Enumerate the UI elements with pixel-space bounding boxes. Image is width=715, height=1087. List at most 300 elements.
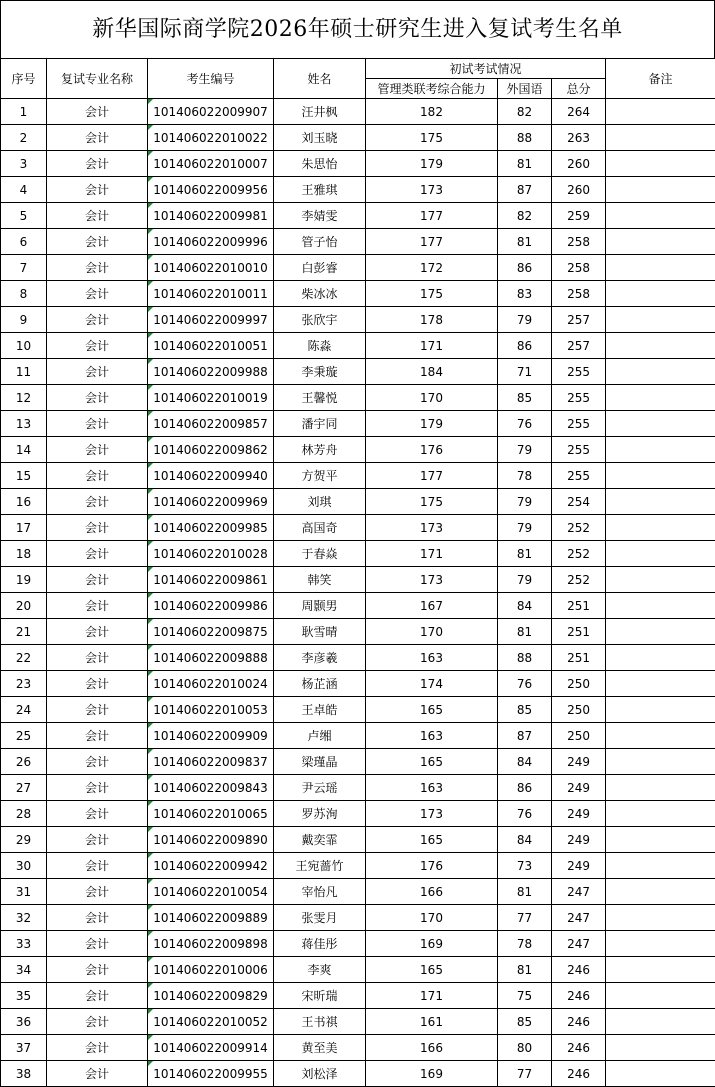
table-row	[1, 957, 715, 983]
cell-mgmt-score: 173	[366, 515, 498, 541]
cell-candidate-id: 101406022009889	[148, 905, 274, 931]
cell-remark	[606, 229, 715, 255]
cell-major: 会计	[47, 411, 148, 437]
cell-total-score: 246	[552, 983, 606, 1009]
cell-candidate-id: 101406022010065	[148, 801, 274, 827]
cell-mgmt-score: 163	[366, 723, 498, 749]
cell-remark	[606, 567, 715, 593]
cell-name: 黄至美	[274, 1035, 366, 1061]
cell-remark	[606, 593, 715, 619]
cell-major: 会计	[47, 125, 148, 151]
cell-name: 王书祺	[274, 1009, 366, 1035]
cell-major: 会计	[47, 671, 148, 697]
cell-name: 戴奕霏	[274, 827, 366, 853]
cell-seq: 35	[1, 983, 47, 1009]
cell-seq: 32	[1, 905, 47, 931]
cell-foreign-score: 81	[498, 879, 552, 905]
cell-name: 梁瑾晶	[274, 749, 366, 775]
cell-remark	[606, 333, 715, 359]
cell-foreign-score: 85	[498, 1009, 552, 1035]
cell-major: 会计	[47, 307, 148, 333]
cell-seq: 6	[1, 229, 47, 255]
cell-mgmt-score: 177	[366, 229, 498, 255]
cell-name: 尹云瑶	[274, 775, 366, 801]
table-row	[1, 853, 715, 879]
cell-foreign-score: 83	[498, 281, 552, 307]
cell-remark	[606, 1035, 715, 1061]
cell-mgmt-score: 163	[366, 645, 498, 671]
cell-foreign-score: 81	[498, 229, 552, 255]
cell-candidate-id: 101406022010024	[148, 671, 274, 697]
cell-seq: 10	[1, 333, 47, 359]
header-mgmt-score: 管理类联考综合能力	[366, 79, 498, 99]
cell-major: 会计	[47, 697, 148, 723]
cell-name: 林芳舟	[274, 437, 366, 463]
cell-total-score: 247	[552, 931, 606, 957]
cell-candidate-id: 101406022009940	[148, 463, 274, 489]
cell-foreign-score: 76	[498, 801, 552, 827]
cell-remark	[606, 671, 715, 697]
cell-remark	[606, 749, 715, 775]
cell-remark	[606, 775, 715, 801]
cell-total-score: 249	[552, 853, 606, 879]
header-foreign-score: 外国语	[498, 79, 552, 99]
cell-total-score: 260	[552, 151, 606, 177]
cell-major: 会计	[47, 775, 148, 801]
cell-candidate-id: 101406022009969	[148, 489, 274, 515]
cell-major: 会计	[47, 567, 148, 593]
cell-seq: 31	[1, 879, 47, 905]
cell-remark	[606, 905, 715, 931]
cell-candidate-id: 101406022009997	[148, 307, 274, 333]
cell-foreign-score: 71	[498, 359, 552, 385]
cell-name: 汪井枫	[274, 99, 366, 125]
cell-remark	[606, 931, 715, 957]
cell-foreign-score: 80	[498, 1035, 552, 1061]
cell-remark	[606, 619, 715, 645]
cell-mgmt-score: 166	[366, 1035, 498, 1061]
cell-candidate-id: 101406022010011	[148, 281, 274, 307]
cell-foreign-score: 78	[498, 463, 552, 489]
cell-name: 韩笑	[274, 567, 366, 593]
table-row	[1, 671, 715, 697]
cell-mgmt-score: 175	[366, 125, 498, 151]
cell-remark	[606, 1061, 715, 1087]
cell-foreign-score: 84	[498, 749, 552, 775]
cell-foreign-score: 84	[498, 593, 552, 619]
cell-seq: 16	[1, 489, 47, 515]
table-row	[1, 749, 715, 775]
cell-foreign-score: 81	[498, 957, 552, 983]
cell-remark	[606, 515, 715, 541]
cell-major: 会计	[47, 827, 148, 853]
table-row	[1, 203, 715, 229]
cell-candidate-id: 101406022009988	[148, 359, 274, 385]
table-row	[1, 931, 715, 957]
cell-mgmt-score: 173	[366, 567, 498, 593]
cell-foreign-score: 88	[498, 125, 552, 151]
cell-candidate-id: 101406022009985	[148, 515, 274, 541]
cell-candidate-id: 101406022010054	[148, 879, 274, 905]
cell-major: 会计	[47, 541, 148, 567]
table-row	[1, 385, 715, 411]
cell-foreign-score: 79	[498, 515, 552, 541]
cell-major: 会计	[47, 879, 148, 905]
header-seq: 序号	[1, 59, 47, 99]
cell-mgmt-score: 165	[366, 957, 498, 983]
table-row	[1, 125, 715, 151]
cell-mgmt-score: 169	[366, 1061, 498, 1087]
cell-foreign-score: 73	[498, 853, 552, 879]
cell-foreign-score: 78	[498, 931, 552, 957]
cell-seq: 29	[1, 827, 47, 853]
table-row	[1, 775, 715, 801]
cell-total-score: 249	[552, 749, 606, 775]
cell-mgmt-score: 182	[366, 99, 498, 125]
cell-candidate-id: 101406022009956	[148, 177, 274, 203]
table-row	[1, 177, 715, 203]
cell-name: 陈淼	[274, 333, 366, 359]
table-row	[1, 541, 715, 567]
cell-major: 会计	[47, 853, 148, 879]
cell-seq: 12	[1, 385, 47, 411]
table-row	[1, 255, 715, 281]
table-row	[1, 697, 715, 723]
cell-major: 会计	[47, 177, 148, 203]
cell-name: 蒋佳彤	[274, 931, 366, 957]
cell-major: 会计	[47, 1035, 148, 1061]
cell-mgmt-score: 176	[366, 437, 498, 463]
cell-seq: 22	[1, 645, 47, 671]
table-row	[1, 437, 715, 463]
cell-total-score: 258	[552, 281, 606, 307]
cell-candidate-id: 101406022009981	[148, 203, 274, 229]
cell-remark	[606, 151, 715, 177]
cell-major: 会计	[47, 801, 148, 827]
cell-candidate-id: 101406022009843	[148, 775, 274, 801]
table-row	[1, 723, 715, 749]
cell-seq: 38	[1, 1061, 47, 1087]
cell-total-score: 251	[552, 619, 606, 645]
cell-foreign-score: 86	[498, 333, 552, 359]
cell-foreign-score: 81	[498, 541, 552, 567]
header-total-score: 总分	[552, 79, 606, 99]
cell-mgmt-score: 175	[366, 281, 498, 307]
cell-remark	[606, 1009, 715, 1035]
table-row	[1, 515, 715, 541]
cell-seq: 28	[1, 801, 47, 827]
cell-total-score: 250	[552, 723, 606, 749]
cell-mgmt-score: 172	[366, 255, 498, 281]
cell-name: 王雅琪	[274, 177, 366, 203]
cell-name: 王宛蔷竹	[274, 853, 366, 879]
cell-major: 会计	[47, 99, 148, 125]
cell-remark	[606, 281, 715, 307]
cell-total-score: 263	[552, 125, 606, 151]
cell-seq: 37	[1, 1035, 47, 1061]
cell-name: 李婧雯	[274, 203, 366, 229]
cell-major: 会计	[47, 489, 148, 515]
cell-total-score: 252	[552, 567, 606, 593]
cell-total-score: 249	[552, 775, 606, 801]
table-row	[1, 463, 715, 489]
cell-seq: 13	[1, 411, 47, 437]
cell-remark	[606, 203, 715, 229]
cell-remark	[606, 723, 715, 749]
cell-seq: 33	[1, 931, 47, 957]
cell-major: 会计	[47, 151, 148, 177]
cell-major: 会计	[47, 281, 148, 307]
cell-candidate-id: 101406022009898	[148, 931, 274, 957]
table-body	[1, 99, 715, 1087]
cell-candidate-id: 101406022009909	[148, 723, 274, 749]
cell-mgmt-score: 167	[366, 593, 498, 619]
cell-total-score: 250	[552, 697, 606, 723]
cell-foreign-score: 85	[498, 385, 552, 411]
cell-major: 会计	[47, 957, 148, 983]
cell-total-score: 247	[552, 905, 606, 931]
cell-remark	[606, 307, 715, 333]
cell-remark	[606, 463, 715, 489]
cell-foreign-score: 79	[498, 307, 552, 333]
cell-remark	[606, 437, 715, 463]
cell-mgmt-score: 173	[366, 177, 498, 203]
cell-remark	[606, 541, 715, 567]
cell-major: 会计	[47, 749, 148, 775]
table-row	[1, 229, 715, 255]
cell-name: 罗苏洵	[274, 801, 366, 827]
cell-total-score: 250	[552, 671, 606, 697]
cell-remark	[606, 879, 715, 905]
cell-major: 会计	[47, 645, 148, 671]
cell-name: 刘琪	[274, 489, 366, 515]
cell-candidate-id: 101406022010028	[148, 541, 274, 567]
cell-name: 宰怡凡	[274, 879, 366, 905]
cell-major: 会计	[47, 983, 148, 1009]
cell-foreign-score: 79	[498, 489, 552, 515]
cell-seq: 20	[1, 593, 47, 619]
cell-total-score: 247	[552, 879, 606, 905]
cell-foreign-score: 81	[498, 619, 552, 645]
cell-remark	[606, 125, 715, 151]
cell-mgmt-score: 184	[366, 359, 498, 385]
table-row	[1, 567, 715, 593]
cell-total-score: 249	[552, 827, 606, 853]
cell-total-score: 255	[552, 411, 606, 437]
cell-major: 会计	[47, 619, 148, 645]
cell-candidate-id: 101406022010053	[148, 697, 274, 723]
cell-mgmt-score: 178	[366, 307, 498, 333]
cell-mgmt-score: 171	[366, 541, 498, 567]
cell-name: 李爽	[274, 957, 366, 983]
cell-foreign-score: 76	[498, 411, 552, 437]
cell-major: 会计	[47, 515, 148, 541]
cell-total-score: 257	[552, 307, 606, 333]
cell-mgmt-score: 165	[366, 697, 498, 723]
cell-remark	[606, 411, 715, 437]
cell-seq: 30	[1, 853, 47, 879]
cell-seq: 3	[1, 151, 47, 177]
cell-foreign-score: 85	[498, 697, 552, 723]
cell-seq: 5	[1, 203, 47, 229]
cell-seq: 19	[1, 567, 47, 593]
cell-total-score: 246	[552, 1061, 606, 1087]
header-major: 复试专业名称	[47, 59, 148, 99]
cell-foreign-score: 76	[498, 671, 552, 697]
cell-foreign-score: 88	[498, 645, 552, 671]
cell-major: 会计	[47, 1061, 148, 1087]
cell-mgmt-score: 173	[366, 801, 498, 827]
cell-name: 潘宇同	[274, 411, 366, 437]
cell-foreign-score: 77	[498, 905, 552, 931]
cell-major: 会计	[47, 931, 148, 957]
cell-candidate-id: 101406022010010	[148, 255, 274, 281]
cell-mgmt-score: 179	[366, 151, 498, 177]
cell-candidate-id: 101406022009907	[148, 99, 274, 125]
cell-foreign-score: 84	[498, 827, 552, 853]
cell-foreign-score: 79	[498, 567, 552, 593]
table-row	[1, 1061, 715, 1087]
table-row	[1, 801, 715, 827]
cell-total-score: 259	[552, 203, 606, 229]
cell-name: 周颢男	[274, 593, 366, 619]
cell-name: 王卓皓	[274, 697, 366, 723]
cell-foreign-score: 77	[498, 1061, 552, 1087]
cell-remark	[606, 255, 715, 281]
cell-candidate-id: 101406022009890	[148, 827, 274, 853]
cell-candidate-id: 101406022010006	[148, 957, 274, 983]
cell-mgmt-score: 170	[366, 619, 498, 645]
cell-name: 耿雪晴	[274, 619, 366, 645]
cell-mgmt-score: 175	[366, 489, 498, 515]
cell-seq: 21	[1, 619, 47, 645]
table-row	[1, 151, 715, 177]
cell-total-score: 255	[552, 437, 606, 463]
cell-mgmt-score: 163	[366, 775, 498, 801]
cell-foreign-score: 87	[498, 177, 552, 203]
cell-major: 会计	[47, 723, 148, 749]
table-row	[1, 983, 715, 1009]
cell-mgmt-score: 174	[366, 671, 498, 697]
cell-name: 方贺平	[274, 463, 366, 489]
cell-name: 王馨悦	[274, 385, 366, 411]
cell-mgmt-score: 161	[366, 1009, 498, 1035]
cell-mgmt-score: 166	[366, 879, 498, 905]
cell-total-score: 246	[552, 1009, 606, 1035]
cell-total-score: 246	[552, 1035, 606, 1061]
table-row	[1, 359, 715, 385]
cell-name: 白彭睿	[274, 255, 366, 281]
cell-seq: 27	[1, 775, 47, 801]
table-row	[1, 411, 715, 437]
table-row	[1, 281, 715, 307]
cell-seq: 17	[1, 515, 47, 541]
cell-total-score: 258	[552, 255, 606, 281]
cell-total-score: 258	[552, 229, 606, 255]
cell-major: 会计	[47, 437, 148, 463]
cell-total-score: 255	[552, 359, 606, 385]
cell-seq: 11	[1, 359, 47, 385]
cell-name: 刘玉晓	[274, 125, 366, 151]
table-row	[1, 645, 715, 671]
cell-seq: 26	[1, 749, 47, 775]
table-row	[1, 1035, 715, 1061]
cell-mgmt-score: 165	[366, 827, 498, 853]
cell-candidate-id: 101406022009888	[148, 645, 274, 671]
cell-seq: 36	[1, 1009, 47, 1035]
cell-remark	[606, 99, 715, 125]
cell-total-score: 255	[552, 385, 606, 411]
cell-remark	[606, 177, 715, 203]
cell-mgmt-score: 179	[366, 411, 498, 437]
cell-seq: 15	[1, 463, 47, 489]
cell-major: 会计	[47, 385, 148, 411]
cell-total-score: 254	[552, 489, 606, 515]
cell-candidate-id: 101406022010007	[148, 151, 274, 177]
cell-major: 会计	[47, 229, 148, 255]
table-row	[1, 489, 715, 515]
cell-candidate-id: 101406022010022	[148, 125, 274, 151]
cell-seq: 7	[1, 255, 47, 281]
cell-total-score: 246	[552, 957, 606, 983]
table-row	[1, 307, 715, 333]
cell-total-score: 255	[552, 463, 606, 489]
cell-remark	[606, 983, 715, 1009]
cell-remark	[606, 489, 715, 515]
cell-name: 管子怡	[274, 229, 366, 255]
table-row	[1, 905, 715, 931]
cell-mgmt-score: 171	[366, 333, 498, 359]
cell-name: 宋昕瑞	[274, 983, 366, 1009]
cell-total-score: 257	[552, 333, 606, 359]
cell-foreign-score: 79	[498, 437, 552, 463]
cell-candidate-id: 101406022009862	[148, 437, 274, 463]
cell-remark	[606, 827, 715, 853]
cell-name: 刘松泽	[274, 1061, 366, 1087]
header-prelim-exam: 初试考试情况	[366, 59, 606, 79]
cell-seq: 23	[1, 671, 47, 697]
cell-total-score: 251	[552, 593, 606, 619]
cell-major: 会计	[47, 255, 148, 281]
cell-seq: 8	[1, 281, 47, 307]
cell-foreign-score: 81	[498, 151, 552, 177]
cell-foreign-score: 82	[498, 203, 552, 229]
cell-mgmt-score: 170	[366, 385, 498, 411]
cell-foreign-score: 87	[498, 723, 552, 749]
cell-major: 会计	[47, 333, 148, 359]
cell-candidate-id: 101406022010052	[148, 1009, 274, 1035]
cell-total-score: 264	[552, 99, 606, 125]
cell-remark	[606, 853, 715, 879]
cell-remark	[606, 385, 715, 411]
cell-total-score: 249	[552, 801, 606, 827]
cell-name: 柴冰冰	[274, 281, 366, 307]
table-row	[1, 333, 715, 359]
cell-candidate-id: 101406022010019	[148, 385, 274, 411]
cell-candidate-id: 101406022009986	[148, 593, 274, 619]
table-row	[1, 593, 715, 619]
cell-candidate-id: 101406022009914	[148, 1035, 274, 1061]
cell-candidate-id: 101406022009955	[148, 1061, 274, 1087]
cell-candidate-id: 101406022009829	[148, 983, 274, 1009]
table-row	[1, 879, 715, 905]
cell-major: 会计	[47, 905, 148, 931]
cell-name: 于春焱	[274, 541, 366, 567]
cell-mgmt-score: 170	[366, 905, 498, 931]
cell-name: 卢缃	[274, 723, 366, 749]
cell-mgmt-score: 169	[366, 931, 498, 957]
cell-candidate-id: 101406022009857	[148, 411, 274, 437]
